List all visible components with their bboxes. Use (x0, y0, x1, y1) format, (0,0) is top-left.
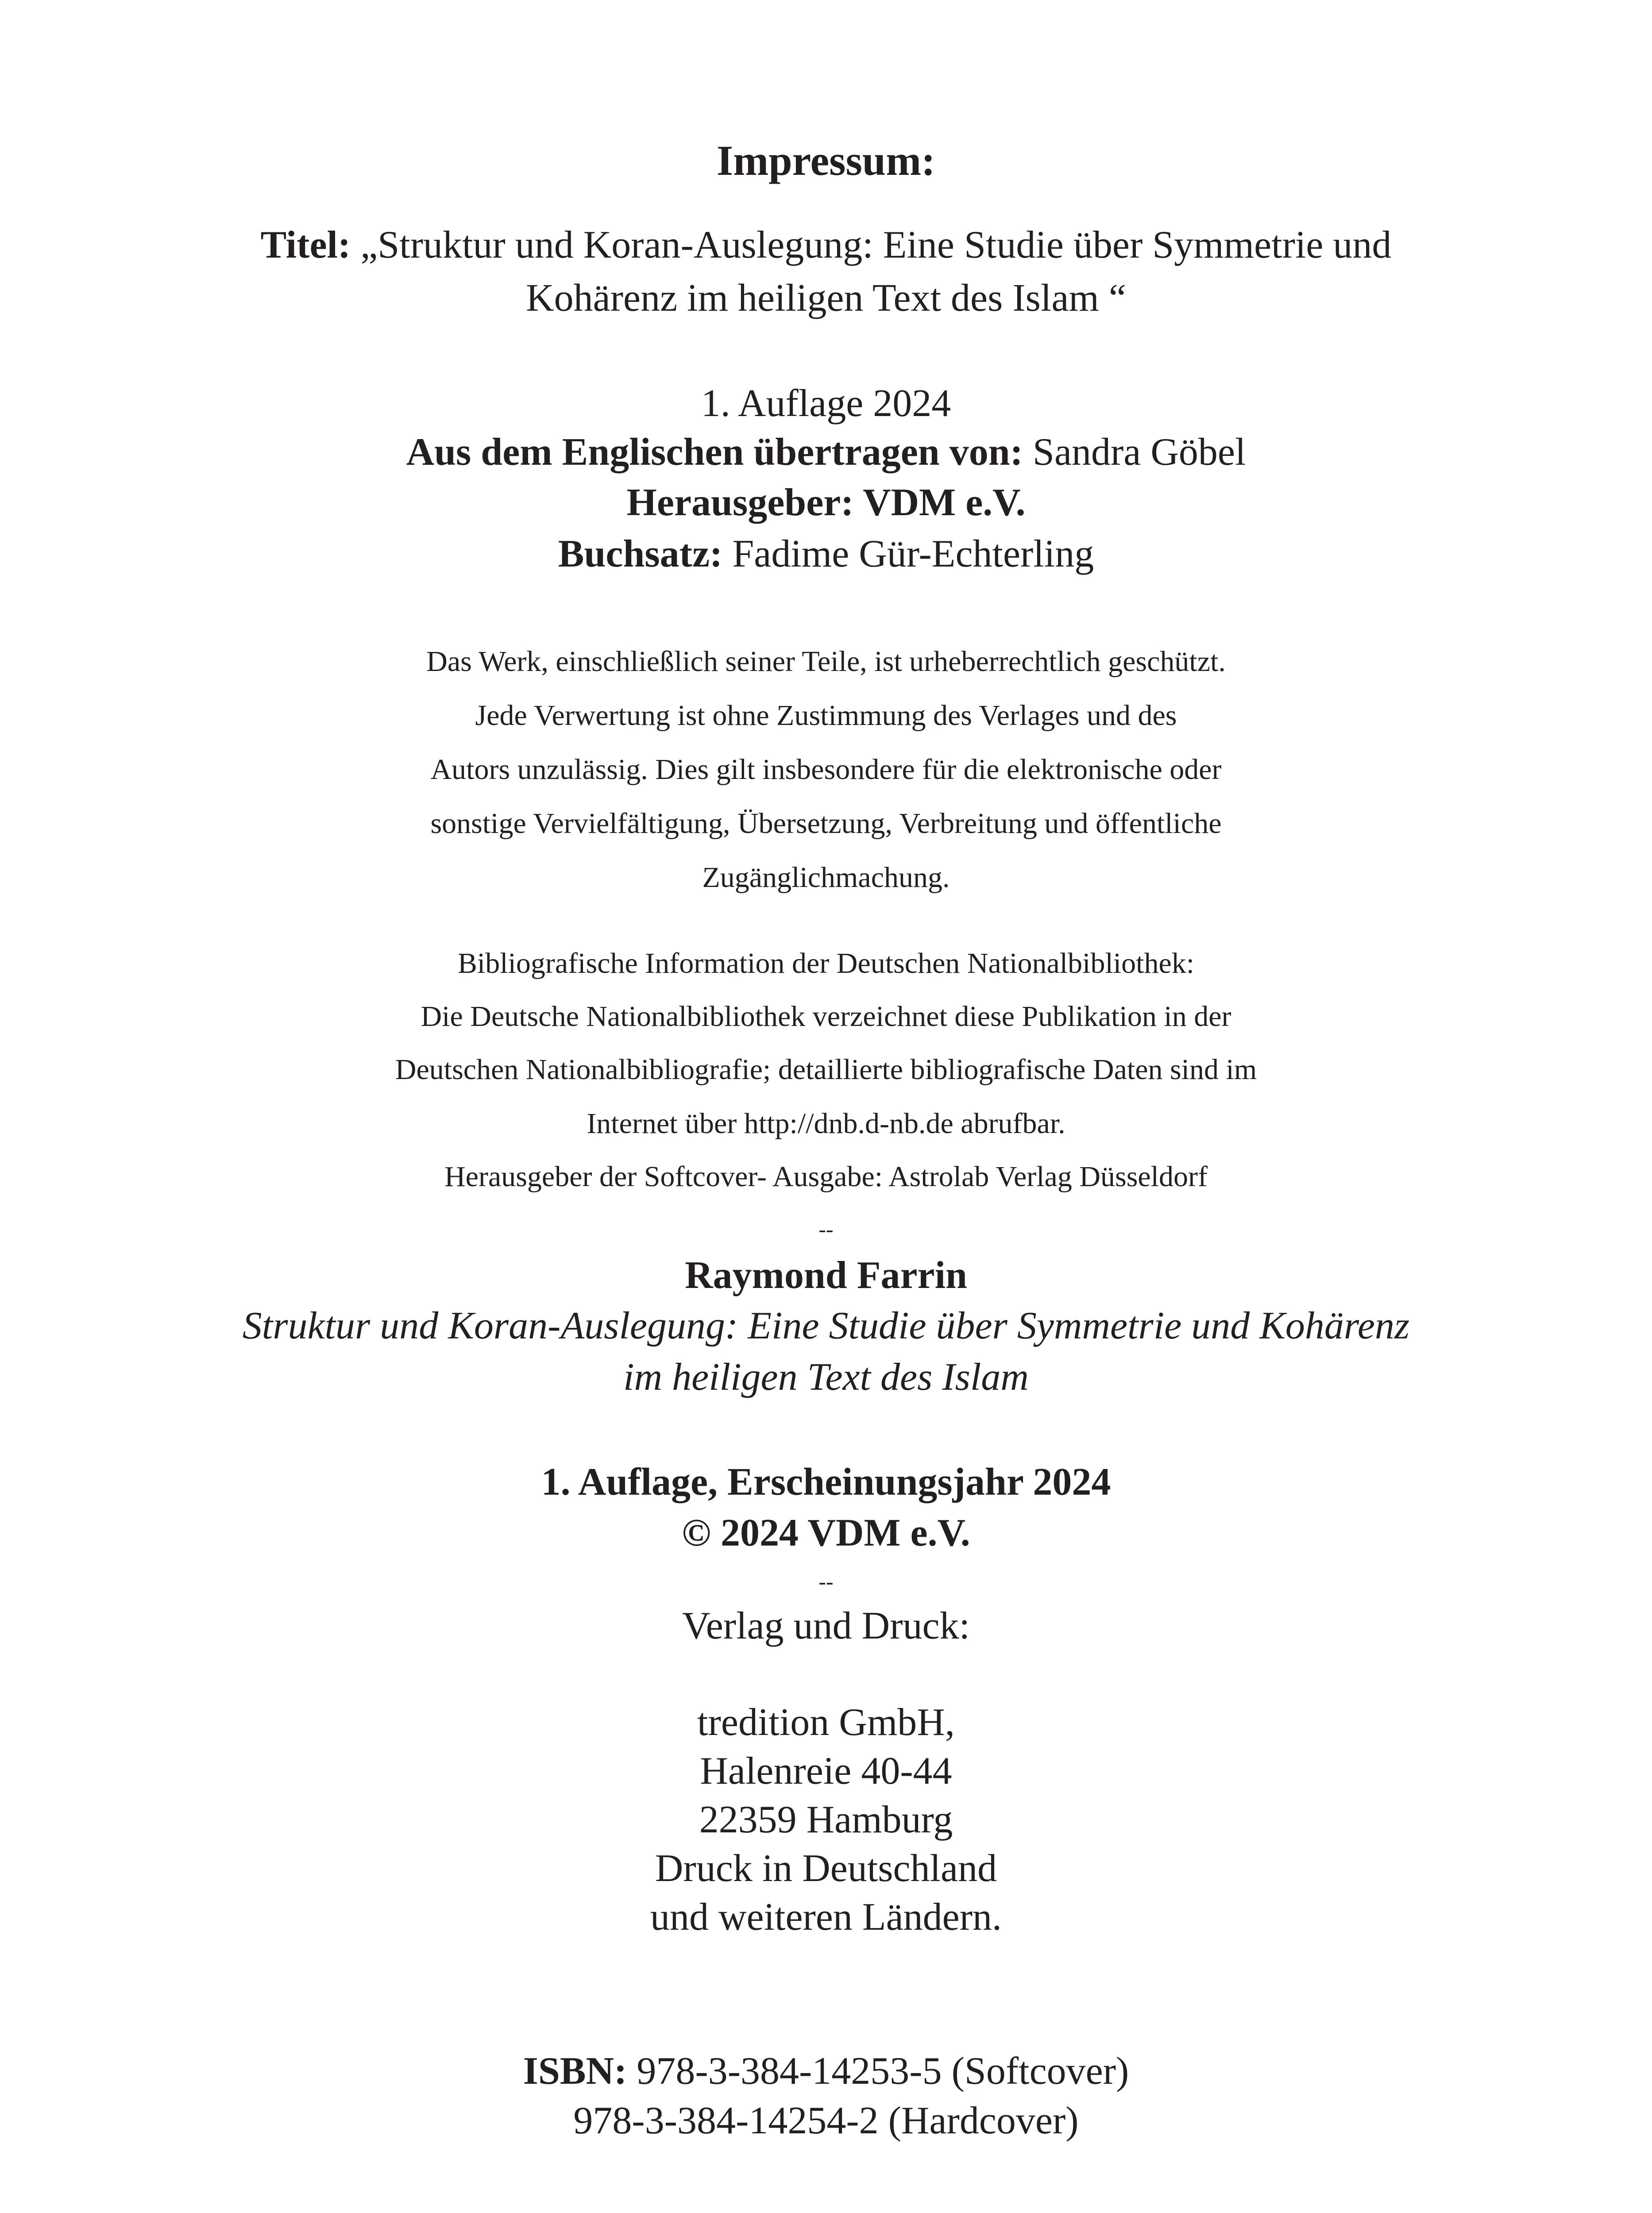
title-line-1 (0, 226, 1652, 265)
translator-name: Sandra Göbel (1023, 431, 1246, 474)
translation-line (0, 433, 1652, 472)
isbn-label: ISBN: (523, 2050, 627, 2093)
isbn-softcover: 978-3-384-14253-5 (Softcover) (627, 2050, 1129, 2093)
isbn-softcover-line (0, 2052, 1652, 2091)
imprint-heading: Impressum: (716, 137, 936, 184)
bibliographic-info-line: Bibliografische Information der Deutschen Nationalbibliothek: (457, 947, 1195, 979)
book-title-line-2: im heiligen Text des Islam (623, 1356, 1029, 1399)
copyright-notice-line: Jede Verwertung ist ohne Zustimmung des Verlages und des (475, 699, 1177, 732)
isbn-hardcover: 978-3-384-14254-2 (Hardcover) (573, 2099, 1079, 2142)
book-copyright: © 2024 VDM e.V. (682, 1511, 970, 1554)
book-edition-year: 1. Auflage, Erscheinungsjahr 2024 (541, 1461, 1111, 1504)
title-label: Titel: (260, 224, 351, 266)
copyright-notice-line: Zugänglichmachung. (702, 861, 950, 894)
separator: -- (818, 1217, 834, 1241)
edition: 1. Auflage 2024 (701, 382, 951, 425)
printer-address-line: und weiteren Ländern. (650, 1896, 1002, 1939)
typesetting-line (0, 532, 1652, 575)
printing-label: Verlag und Druck: (682, 1604, 970, 1647)
typesetter-name: Fadime Gür-Echterling (722, 532, 1094, 575)
bibliographic-info-line: Deutschen Nationalbibliografie; detaillierte bibliografische Daten sind im (395, 1053, 1257, 1086)
printer-address-line: Halenreie 40-44 (700, 1750, 952, 1793)
publisher-line: Herausgeber: VDM e.V. (626, 481, 1026, 524)
title-line-2: Kohärenz im heiligen Text des Islam “ (526, 277, 1126, 320)
bibliographic-info-line: Internet über http://dnb.d-nb.de abrufbar. (587, 1107, 1065, 1140)
printer-address-line: tredition GmbH, (697, 1701, 955, 1744)
title-text-1: „Struktur und Koran-Auslegung: Eine Studie über Symmetrie und (351, 224, 1392, 266)
book-author: Raymond Farrin (685, 1254, 967, 1297)
printer-address-line: Druck in Deutschland (655, 1847, 997, 1890)
copyright-notice-line: Autors unzulässig. Dies gilt insbesondere für die elektronische oder (430, 753, 1222, 786)
copyright-notice-line: sonstige Vervielfältigung, Übersetzung, Verbreitung und öffentliche (430, 807, 1222, 840)
bibliographic-info-line: Die Deutsche Nationalbibliothek verzeichnet diese Publikation in der (421, 1000, 1231, 1033)
typesetting-label: Buchsatz: (558, 532, 723, 575)
bibliographic-info-line: Herausgeber der Softcover- Ausgabe: Astrolab Verlag Düsseldorf (444, 1160, 1208, 1193)
translation-label: Aus dem Englischen übertragen von: (406, 431, 1023, 474)
separator: -- (818, 1569, 834, 1594)
copyright-notice-line: Das Werk, einschließlich seiner Teile, ist urheberrechtlich geschützt. (426, 645, 1226, 678)
book-title-line-1: Struktur und Koran-Auslegung: Eine Studie über Symmetrie und Kohärenz (242, 1304, 1410, 1347)
printer-address-line: 22359 Hamburg (699, 1798, 953, 1841)
